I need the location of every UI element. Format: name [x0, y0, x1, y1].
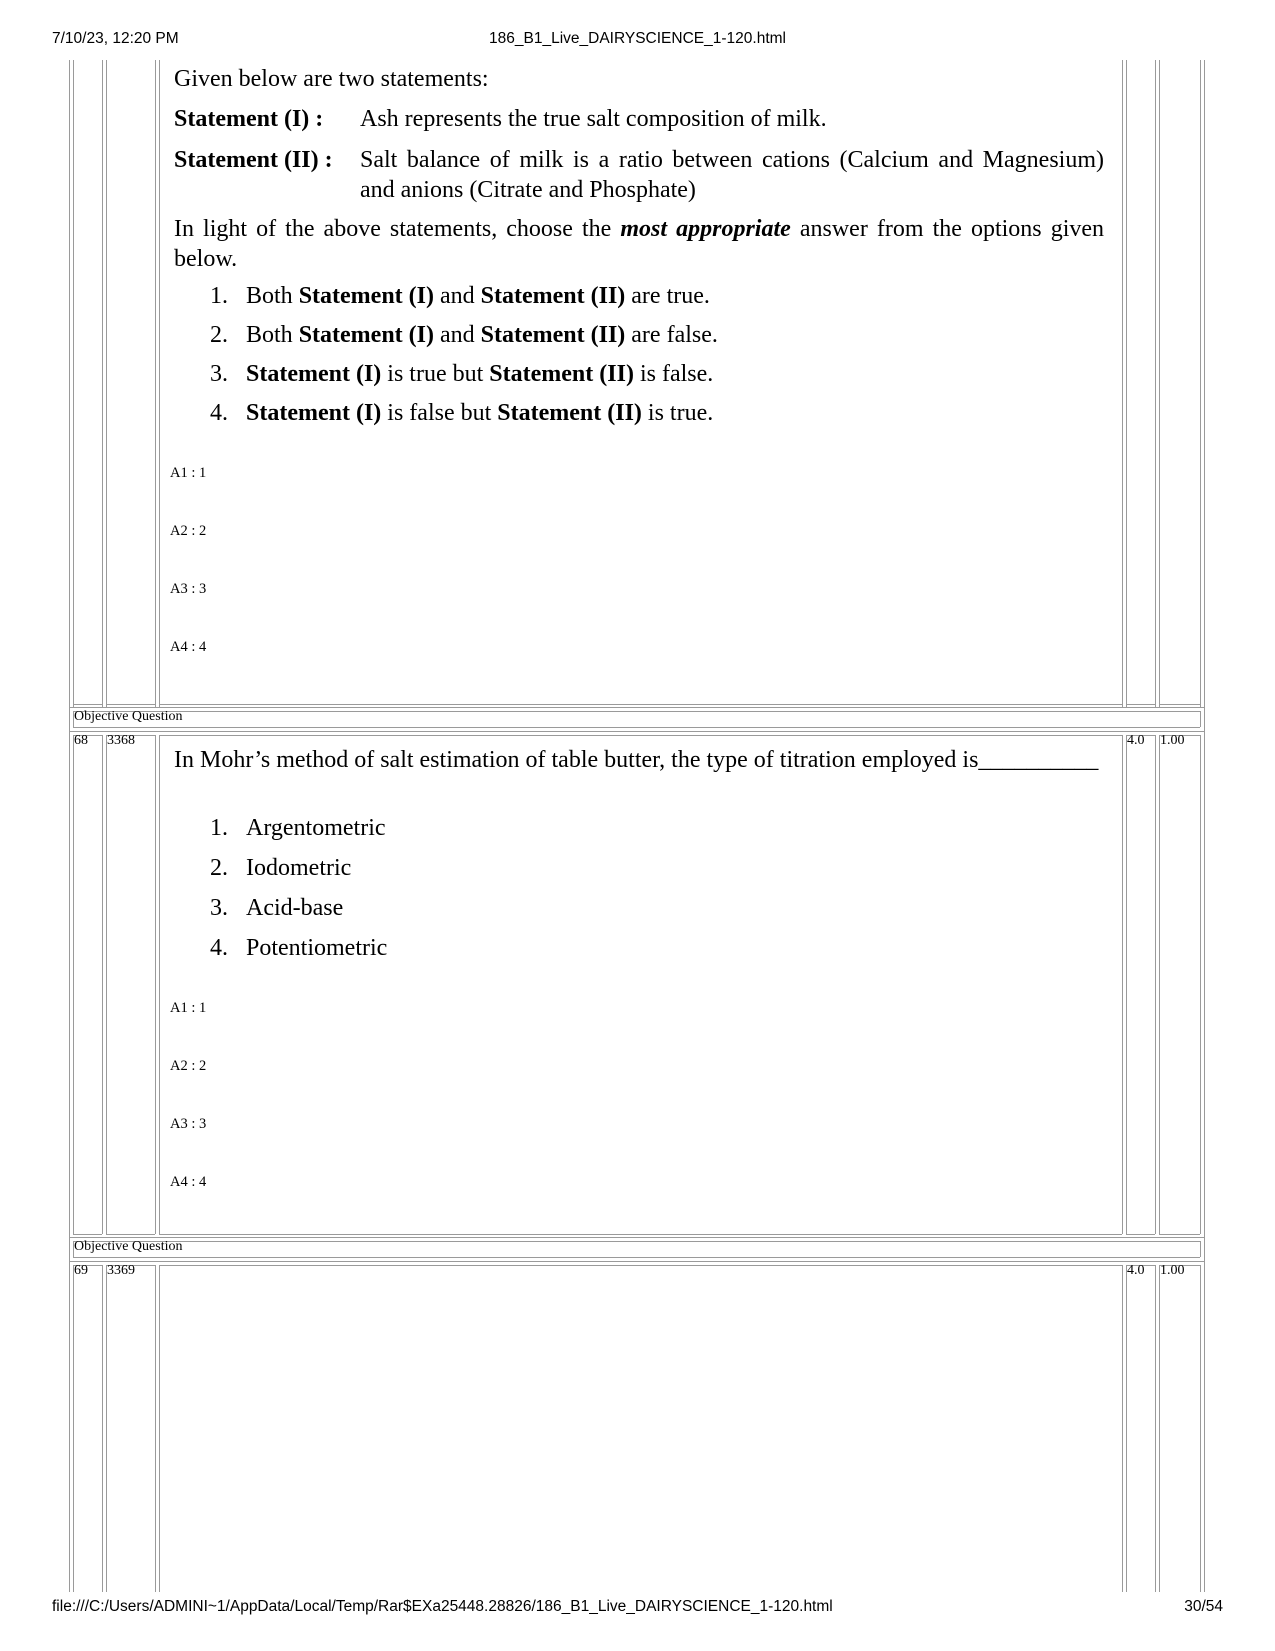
- q67-option-3: 3. Statement (I) is true but Statement (II) is false.: [210, 361, 714, 387]
- question-marks: 4.0: [1127, 733, 1145, 748]
- print-datetime: 7/10/23, 12:20 PM: [52, 30, 179, 47]
- q68-option-1: 1. Argentometric: [210, 815, 386, 841]
- instruction-prefix: In light of the above statements, choose the: [174, 216, 621, 242]
- statement-1-text: Ash represents the true salt composition of milk.: [360, 106, 827, 132]
- q67-option-4: 4. Statement (I) is false but Statement (II) is true.: [210, 400, 714, 426]
- q68-option-2: 2. Iodometric: [210, 855, 352, 881]
- q67-answer-1: A1 : 1: [170, 465, 207, 481]
- question-id: 3369: [107, 1263, 135, 1278]
- q68-question-text: In Mohr’s method of salt estimation of table butter, the type of titration employed is__________: [174, 747, 1099, 773]
- q67-answer-4: A4 : 4: [170, 639, 207, 655]
- q68-answer-4: A4 : 4: [170, 1174, 207, 1190]
- q68-option-4: 4. Potentiometric: [210, 935, 388, 961]
- instruction-emphasis: most appropriate: [620, 216, 791, 242]
- question-negative-marks: 1.00: [1160, 733, 1185, 748]
- question-type-label: Objective Question: [74, 1239, 183, 1254]
- q68-answer-2: A2 : 2: [170, 1058, 207, 1074]
- page-number: 30/54: [1184, 1598, 1223, 1615]
- q67-statement-1: [174, 104, 1104, 134]
- q68-answer-1: A1 : 1: [170, 1000, 207, 1016]
- question-type-label: Objective Question: [74, 709, 183, 724]
- question-serial: 68: [74, 733, 88, 748]
- file-path: file:///C:/Users/ADMINI~1/AppData/Local/Temp/Rar$EXa25448.28826/186_B1_Live_DAIRYSCIENCE_1-120.html: [52, 1598, 833, 1615]
- statement-2-text: Salt balance of milk is a ratio between cations (Calcium and Magnesium) and anions (Citrate and Phosphate): [360, 147, 1104, 203]
- q67-answer-2: A2 : 2: [170, 523, 207, 539]
- q68-answer-3: A3 : 3: [170, 1116, 207, 1132]
- q67-instruction: [174, 214, 1104, 274]
- question-negative-marks: 1.00: [1160, 1263, 1185, 1278]
- q67-option-2: 2. Both Statement (I) and Statement (II) are false.: [210, 322, 718, 348]
- q67-intro: Given below are two statements:: [174, 66, 489, 92]
- q68-option-3: 3. Acid-base: [210, 895, 344, 921]
- statement-2-label: Statement (II) :: [174, 147, 333, 173]
- instruction-suffix: answer from the options given below.: [174, 216, 1105, 272]
- print-footer: [0, 1598, 1275, 1620]
- print-title: 186_B1_Live_DAIRYSCIENCE_1-120.html: [489, 30, 786, 47]
- question-id: 3368: [107, 733, 135, 748]
- print-header: [0, 30, 1275, 52]
- question-marks: 4.0: [1127, 1263, 1145, 1278]
- q67-statement-2: [174, 145, 1104, 205]
- q67-answer-3: A3 : 3: [170, 581, 207, 597]
- question-serial: 69: [74, 1263, 88, 1278]
- q67-option-1: 1. Both Statement (I) and Statement (II) are true.: [210, 283, 710, 309]
- statement-1-label: Statement (I) :: [174, 106, 324, 132]
